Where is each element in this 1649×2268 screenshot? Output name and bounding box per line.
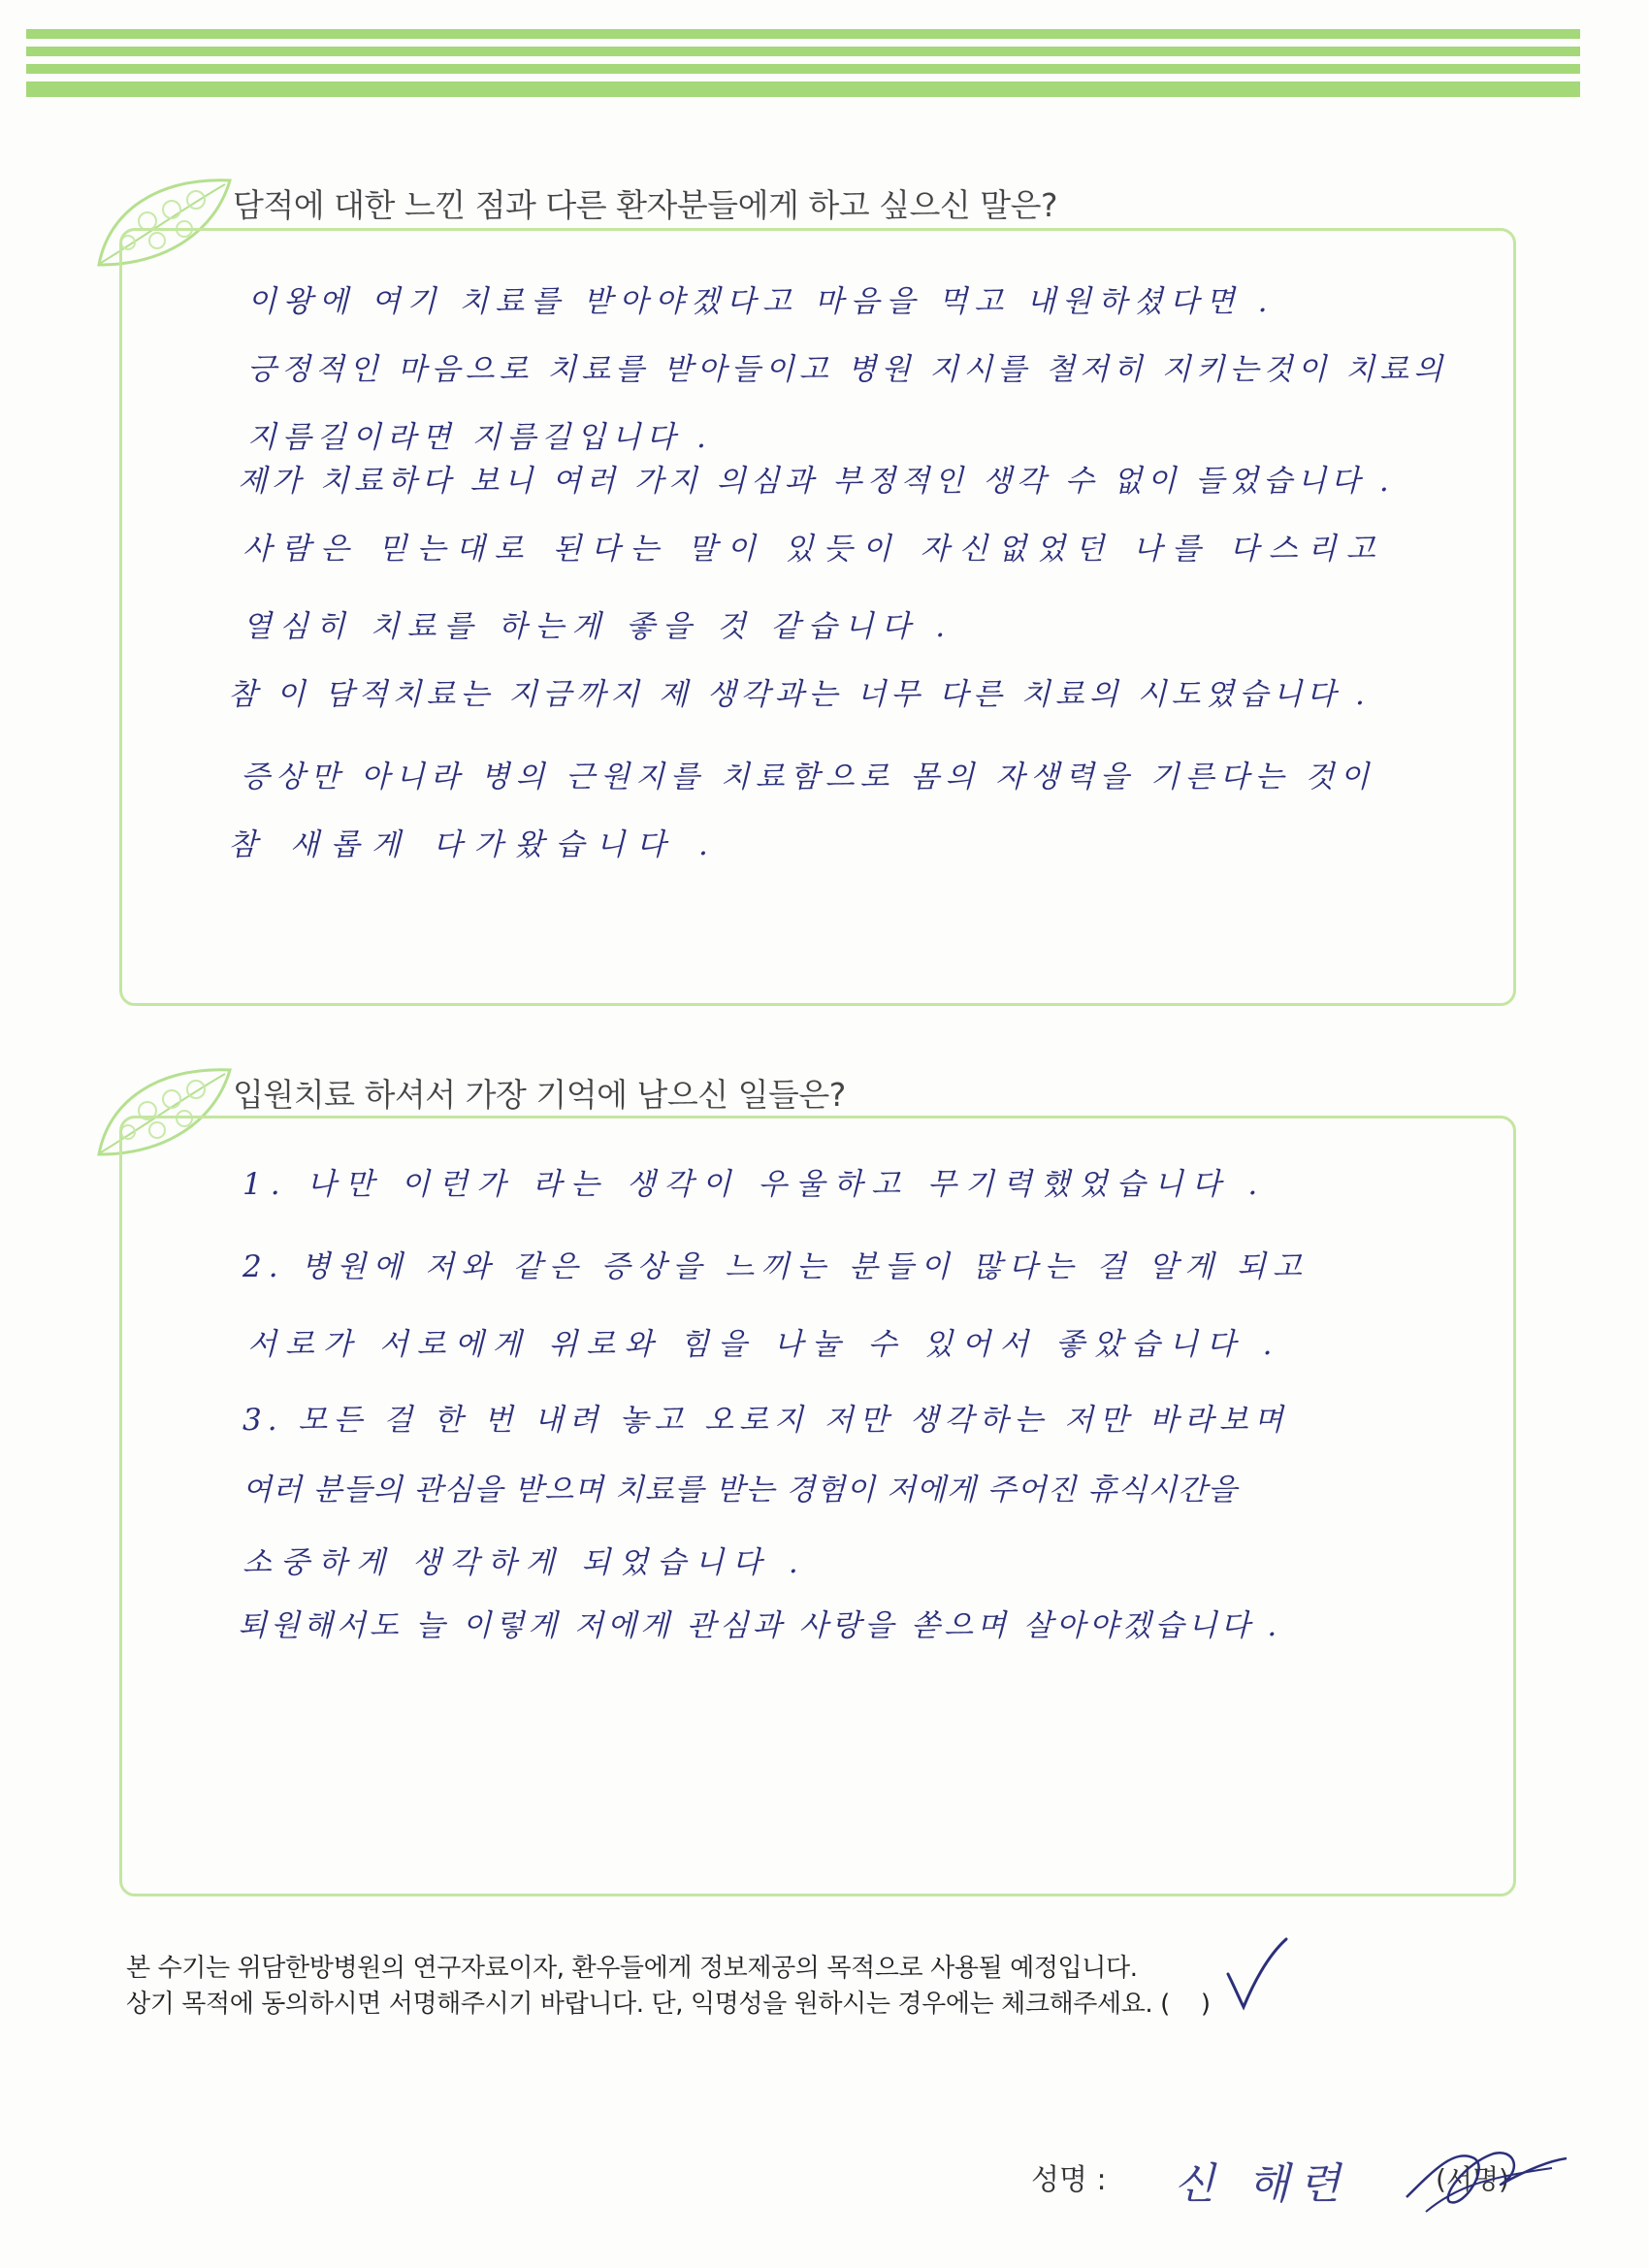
handwritten-line: 제가 치료하다 보니 여러 가지 의심과 부정적인 생각 수 없이 들었습니다 . [238, 464, 1394, 499]
question-title: 입원치료 하셔서 가장 기억에 남으신 일들은? [233, 1076, 846, 1114]
handwritten-line: 소중하게 생각하게 되었습니다 . [242, 1545, 807, 1580]
handwritten-line: 사람은 믿는대로 된다는 말이 있듯이 자신없었던 나를 다스리고 [242, 532, 1385, 567]
handwritten-line: 서로가 서로에게 위로와 힘을 나눌 수 있어서 좋았습니다 . [247, 1327, 1281, 1362]
consent-notice-text: 상기 목적에 동의하시면 서명해주시기 바랍니다. 단, 익명성을 원하시는 경우에는 체크해주세요. ( [126, 1990, 1170, 2019]
consent-notice-end: ) [1200, 1990, 1211, 2019]
consent-notice-line2 [126, 1984, 1211, 2020]
handwritten-line: 1. 나만 이런가 라는 생각이 우울하고 무기력했었습니다 . [242, 1167, 1267, 1202]
handwritten-line: 증상만 아니라 병의 근원지를 치료함으로 몸의 자생력을 기른다는 것이 [241, 760, 1375, 794]
handwritten-line: 여러 분들의 관심을 받으며 치료를 받는 경험이 저에게 주어진 휴식시간을 [242, 1473, 1239, 1507]
handwritten-line: 3. 모든 걸 한 번 내려 놓고 오로지 저만 생각하는 저만 바라보며 [242, 1403, 1289, 1438]
handwritten-line: 퇴원해서도 늘 이렇게 저에게 관심과 사랑을 쏟으며 살아야겠습니다 . [238, 1608, 1281, 1643]
handwritten-line: 긍정적인 마음으로 치료를 받아들이고 병원 지시를 철저히 지키는것이 치료의 [247, 352, 1448, 387]
handwritten-line: 이왕에 여기 치료를 받아야겠다고 마음을 먹고 내원하셨다면 . [247, 284, 1275, 319]
handwritten-line: 2. 병원에 저와 같은 증상을 느끼는 분들이 많다는 걸 알게 되고 [242, 1249, 1309, 1284]
handwritten-line: 지름길이라면 지름길입니다 . [247, 420, 712, 455]
check-mark-icon [1220, 1935, 1298, 2013]
handwritten-line: 참 새롭게 다가왔습니다 . [228, 827, 720, 862]
header-stripes [26, 29, 1580, 99]
handwritten-line: 열심히 치료를 하는게 좋을 것 같습니다 . [242, 609, 954, 644]
handwritten-line: 참 이 담적치료는 지금까지 제 생각과는 너무 다른 치료의 시도였습니다 . [228, 677, 1370, 712]
signature-name: 신 해련 [1174, 2159, 1350, 2209]
signature-label: 성명 : [1031, 2163, 1107, 2197]
question-title: 담적에 대한 느낀 점과 다른 환자분들에게 하고 싶으신 말은? [233, 186, 1058, 224]
signature-scribble [1397, 2129, 1571, 2217]
consent-notice-line1: 본 수기는 위담한방병원의 연구자료이자, 환우들에게 정보제공의 목적으로 사용될 예정입니다. [126, 1954, 1138, 1983]
signature-stamp-label: (서명) [1436, 2163, 1509, 2195]
